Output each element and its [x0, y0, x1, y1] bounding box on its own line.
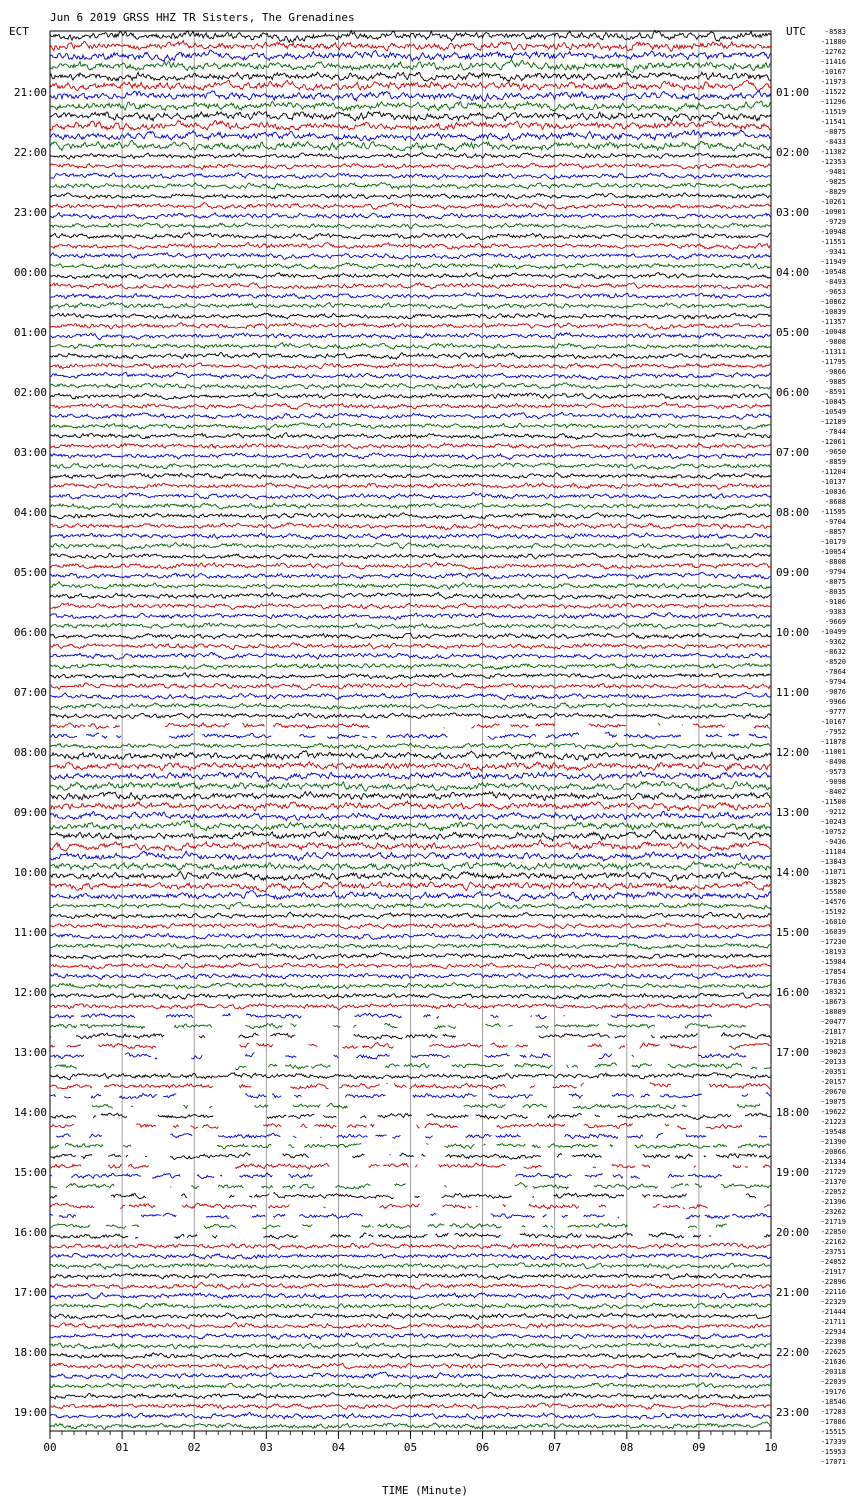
- trace-offset-label: -10548: [820, 268, 846, 276]
- left-hour-label: 19:00: [13, 1406, 47, 1419]
- right-hour-label: 12:00: [776, 746, 810, 759]
- right-hour-label: 16:00: [776, 986, 810, 999]
- x-tick-label: 10: [764, 1441, 778, 1454]
- trace-offset-label: -22116: [820, 1288, 846, 1296]
- right-hour-label: 13:00: [776, 806, 810, 819]
- x-tick-label: 00: [43, 1441, 57, 1454]
- trace-offset-label: -15984: [820, 958, 846, 966]
- trace-offset-label: -22896: [820, 1278, 846, 1286]
- trace-offset-label: -9098: [824, 778, 846, 786]
- trace-offset-label: -21917: [820, 1268, 846, 1276]
- trace-offset-label: -11184: [820, 848, 846, 856]
- trace-offset-label: -8829: [824, 188, 846, 196]
- grid-lines: [50, 31, 771, 1431]
- trace-offset-label: -15580: [820, 888, 846, 896]
- left-hour-label: 15:00: [13, 1166, 47, 1179]
- trace-offset-label: -17836: [820, 978, 846, 986]
- trace-offset-label: -10167: [820, 68, 846, 76]
- left-timezone-label: ECT: [9, 25, 29, 38]
- trace-offset-label: -9794: [824, 568, 846, 576]
- trace-offset-label: -23751: [820, 1248, 846, 1256]
- trace-offset-label: -7864: [824, 668, 846, 676]
- right-hour-label: 19:00: [776, 1166, 810, 1179]
- trace-offset-label: -21370: [820, 1178, 846, 1186]
- trace-offset-label: -12353: [820, 158, 846, 166]
- trace-offset-label: -8632: [824, 648, 846, 656]
- trace-offset-label: -19075: [820, 1098, 846, 1106]
- seismic-trace: [50, 1013, 712, 1018]
- left-hour-label: 18:00: [13, 1346, 47, 1359]
- right-hour-label: 17:00: [776, 1046, 810, 1059]
- right-hour-label: 10:00: [776, 626, 810, 639]
- trace-offset-label: -9885: [824, 378, 846, 386]
- trace-offset-label: -20318: [820, 1368, 846, 1376]
- left-hour-label: 14:00: [13, 1106, 47, 1119]
- left-hour-label: 23:00: [13, 206, 47, 219]
- trace-offset-label: -13825: [820, 878, 846, 886]
- right-hour-label: 15:00: [776, 926, 810, 939]
- x-axis-label: TIME (Minute): [381, 1484, 469, 1497]
- trace-offset-label: -11595: [820, 508, 846, 516]
- trace-offset-label: -9653: [824, 288, 846, 296]
- trace-offset-label: -15515: [820, 1428, 846, 1436]
- trace-offset-label: -20866: [820, 1148, 846, 1156]
- trace-offset-label: -10752: [820, 828, 846, 836]
- trace-offset-label: -17854: [820, 968, 846, 976]
- trace-offset-label: -9669: [824, 618, 846, 626]
- trace-offset-label: -16010: [820, 918, 846, 926]
- right-hour-label: 01:00: [776, 86, 810, 99]
- right-hour-label: 03:00: [776, 206, 810, 219]
- trace-offset-label: -8498: [824, 758, 846, 766]
- right-hour-label: 07:00: [776, 446, 810, 459]
- left-hour-label: 06:00: [13, 626, 47, 639]
- right-hour-label: 08:00: [776, 506, 810, 519]
- right-hour-label: 09:00: [776, 566, 810, 579]
- trace-offset-label: -17886: [820, 1418, 846, 1426]
- trace-offset-label: -21636: [820, 1358, 846, 1366]
- left-hour-label: 13:00: [13, 1046, 47, 1059]
- trace-offset-label: -10137: [820, 478, 846, 486]
- x-tick-label: 05: [403, 1441, 418, 1454]
- trace-offset-label: -9866: [824, 368, 846, 376]
- seismic-trace: [50, 1193, 756, 1199]
- trace-offset-label: -10036: [820, 488, 846, 496]
- right-hour-label: 21:00: [776, 1286, 810, 1299]
- trace-offset-label: -21729: [820, 1168, 846, 1176]
- trace-offset-label: -11508: [820, 798, 846, 806]
- trace-offset-label: -22052: [820, 1188, 846, 1196]
- trace-offset-label: -10179: [820, 538, 846, 546]
- trace-offset-label: -17071: [820, 1458, 846, 1466]
- trace-offset-label: -21390: [820, 1138, 846, 1146]
- right-hour-labels: [776, 86, 809, 1419]
- trace-offset-label: -22934: [820, 1328, 846, 1336]
- right-hour-label: 02:00: [776, 146, 810, 159]
- left-hour-label: 09:00: [13, 806, 47, 819]
- x-tick-label: 03: [259, 1441, 273, 1454]
- seismic-trace: [50, 1173, 722, 1179]
- left-hour-label: 22:00: [13, 146, 47, 159]
- left-hour-labels: [14, 86, 47, 1419]
- trace-offset-label: -22850: [820, 1228, 846, 1236]
- x-tick-label: 09: [692, 1441, 706, 1454]
- left-hour-label: 17:00: [13, 1286, 47, 1299]
- trace-offset-label: -9436: [824, 838, 846, 846]
- trace-offset-label: -18193: [820, 948, 846, 956]
- trace-offset-label: -21444: [820, 1308, 846, 1316]
- seismic-trace: [56, 1133, 767, 1139]
- trace-offset-label: -7952: [824, 728, 846, 736]
- trace-offset-label: -11519: [820, 108, 846, 116]
- x-tick-label: 04: [331, 1441, 346, 1454]
- trace-offset-label: -10901: [820, 208, 846, 216]
- trace-offset-label: -18673: [820, 998, 846, 1006]
- trace-offset-label: -21711: [820, 1318, 846, 1326]
- trace-offset-label: -10845: [820, 398, 846, 406]
- seismic-trace: [50, 1053, 746, 1060]
- trace-offset-label: -9777: [824, 708, 846, 716]
- left-hour-label: 12:00: [13, 986, 47, 999]
- trace-offset-label: -12189: [820, 418, 846, 426]
- left-hour-label: 04:00: [13, 506, 47, 519]
- trace-offset-label: -8857: [824, 528, 846, 536]
- trace-offset-label: -9729: [824, 218, 846, 226]
- trace-offset-label: -11296: [820, 98, 846, 106]
- seismic-trace: [50, 723, 770, 729]
- trace-offset-label: -19218: [820, 1038, 846, 1046]
- trace-offset-label: -11522: [820, 88, 846, 96]
- trace-offset-labels: [821, 28, 846, 1466]
- trace-offset-label: -9212: [824, 808, 846, 816]
- trace-offset-label: -9383: [824, 608, 846, 616]
- left-hour-label: 10:00: [13, 866, 47, 879]
- trace-offset-label: -14576: [820, 898, 846, 906]
- trace-offset-label: -20477: [820, 1018, 846, 1026]
- trace-offset-label: -11795: [820, 358, 846, 366]
- seismic-trace: [50, 732, 767, 739]
- trace-offset-label: -19023: [820, 1048, 846, 1056]
- trace-offset-label: -9076: [824, 688, 846, 696]
- trace-offset-label: -8433: [824, 138, 846, 146]
- right-hour-label: 11:00: [776, 686, 810, 699]
- trace-offset-label: -9573: [824, 768, 846, 776]
- right-hour-label: 06:00: [776, 386, 810, 399]
- trace-offset-label: -21719: [820, 1218, 846, 1226]
- x-tick-label: 08: [620, 1441, 634, 1454]
- trace-offset-label: -12061: [820, 438, 846, 446]
- trace-offset-label: -18546: [820, 1398, 846, 1406]
- x-tick-label: 02: [187, 1441, 201, 1454]
- time-axis: [43, 1431, 777, 1454]
- trace-offset-label: -7844: [824, 428, 846, 436]
- trace-offset-label: -10167: [820, 718, 846, 726]
- trace-offset-label: -22398: [820, 1338, 846, 1346]
- left-hour-label: 02:00: [13, 386, 47, 399]
- trace-offset-label: -8035: [824, 588, 846, 596]
- trace-offset-label: -19176: [820, 1388, 846, 1396]
- right-hour-label: 18:00: [776, 1106, 810, 1119]
- trace-offset-label: -9794: [824, 678, 846, 686]
- trace-offset-label: -10048: [820, 328, 846, 336]
- trace-offset-label: -11551: [820, 238, 846, 246]
- left-hour-label: 11:00: [13, 926, 47, 939]
- left-hour-label: 05:00: [13, 566, 47, 579]
- left-hour-label: 07:00: [13, 686, 47, 699]
- trace-offset-label: -21396: [820, 1198, 846, 1206]
- trace-offset-label: -9825: [824, 178, 846, 186]
- trace-offset-label: -10054: [820, 548, 846, 556]
- left-hour-label: 03:00: [13, 446, 47, 459]
- left-hour-label: 00:00: [13, 266, 47, 279]
- trace-offset-label: -10862: [820, 298, 846, 306]
- trace-offset-label: -9341: [824, 248, 846, 256]
- trace-offset-label: -11357: [820, 318, 846, 326]
- trace-offset-label: -20351: [820, 1068, 846, 1076]
- trace-offset-label: -10261: [820, 198, 846, 206]
- trace-offset-label: -20670: [820, 1088, 846, 1096]
- trace-offset-label: -11204: [820, 468, 846, 476]
- trace-offset-label: -21817: [820, 1028, 846, 1036]
- left-hour-label: 08:00: [13, 746, 47, 759]
- seismic-trace: [50, 1224, 727, 1229]
- trace-offset-label: -8493: [824, 278, 846, 286]
- trace-offset-label: -11878: [820, 738, 846, 746]
- chart-title: Jun 6 2019 GRSS HHZ TR Sisters, The Grenadines: [50, 11, 355, 24]
- trace-offset-label: -13843: [820, 858, 846, 866]
- trace-offset-label: -10839: [820, 308, 846, 316]
- trace-offset-label: -19622: [820, 1108, 846, 1116]
- trace-offset-label: -21223: [820, 1118, 846, 1126]
- trace-offset-label: -8591: [824, 388, 846, 396]
- trace-offset-label: -8075: [824, 578, 846, 586]
- x-tick-label: 06: [475, 1441, 490, 1454]
- trace-offset-label: -11880: [820, 38, 846, 46]
- trace-offset-label: -11071: [820, 868, 846, 876]
- trace-offset-label: -11949: [820, 258, 846, 266]
- trace-offset-label: -21334: [820, 1158, 846, 1166]
- trace-offset-label: -15953: [820, 1448, 846, 1456]
- left-hour-label: 21:00: [13, 86, 47, 99]
- trace-offset-label: -18089: [820, 1008, 846, 1016]
- trace-offset-label: -17339: [820, 1438, 846, 1446]
- x-tick-label: 07: [548, 1441, 562, 1454]
- x-tick-label: 01: [115, 1441, 129, 1454]
- trace-offset-label: -19548: [820, 1128, 846, 1136]
- trace-offset-label: -22625: [820, 1348, 846, 1356]
- trace-offset-label: -17230: [820, 938, 846, 946]
- trace-offset-label: -8402: [824, 788, 846, 796]
- trace-offset-label: -10948: [820, 228, 846, 236]
- trace-offset-label: -16039: [820, 928, 846, 936]
- right-hour-label: 04:00: [776, 266, 810, 279]
- trace-offset-label: -9650: [824, 448, 846, 456]
- trace-offset-label: -9186: [824, 598, 846, 606]
- trace-offset-label: -10243: [820, 818, 846, 826]
- trace-offset-label: -11416: [820, 58, 846, 66]
- seismic-trace: [50, 1023, 746, 1028]
- right-hour-label: 20:00: [776, 1226, 810, 1239]
- trace-offset-label: -9704: [824, 518, 846, 526]
- trace-offset-label: -12762: [820, 48, 846, 56]
- trace-offset-label: -11001: [820, 748, 846, 756]
- trace-offset-label: -11973: [820, 78, 846, 86]
- left-hour-label: 01:00: [13, 326, 47, 339]
- right-hour-label: 22:00: [776, 1346, 810, 1359]
- trace-offset-label: -17283: [820, 1408, 846, 1416]
- trace-offset-label: -8875: [824, 128, 846, 136]
- trace-offset-label: -22329: [820, 1298, 846, 1306]
- right-hour-label: 14:00: [776, 866, 810, 879]
- trace-offset-label: -8688: [824, 498, 846, 506]
- trace-offset-label: -10499: [820, 628, 846, 636]
- trace-offset-label: -23262: [820, 1208, 846, 1216]
- left-hour-label: 16:00: [13, 1226, 47, 1239]
- trace-offset-label: -10549: [820, 408, 846, 416]
- trace-offset-label: -8520: [824, 658, 846, 666]
- trace-offset-label: -8808: [824, 558, 846, 566]
- trace-offset-label: -15192: [820, 908, 846, 916]
- trace-offset-label: -18321: [820, 988, 846, 996]
- trace-offset-label: -22162: [820, 1238, 846, 1246]
- right-hour-label: 23:00: [776, 1406, 810, 1419]
- trace-offset-label: -9808: [824, 338, 846, 346]
- trace-offset-label: -11311: [820, 348, 846, 356]
- trace-offset-label: -22039: [820, 1378, 846, 1386]
- seismic-trace: [92, 1103, 760, 1109]
- right-hour-label: 05:00: [776, 326, 810, 339]
- trace-offset-label: -11541: [820, 118, 846, 126]
- trace-offset-label: -8583: [824, 28, 846, 36]
- trace-offset-label: -8859: [824, 458, 846, 466]
- right-timezone-label: UTC: [786, 25, 806, 38]
- trace-offset-label: -11382: [820, 148, 846, 156]
- trace-offset-label: -24052: [820, 1258, 846, 1266]
- trace-offset-label: -20133: [820, 1058, 846, 1066]
- trace-offset-label: -9362: [824, 638, 846, 646]
- trace-offset-label: -9966: [824, 698, 846, 706]
- trace-offset-label: -9481: [824, 168, 846, 176]
- trace-offset-label: -20157: [820, 1078, 846, 1086]
